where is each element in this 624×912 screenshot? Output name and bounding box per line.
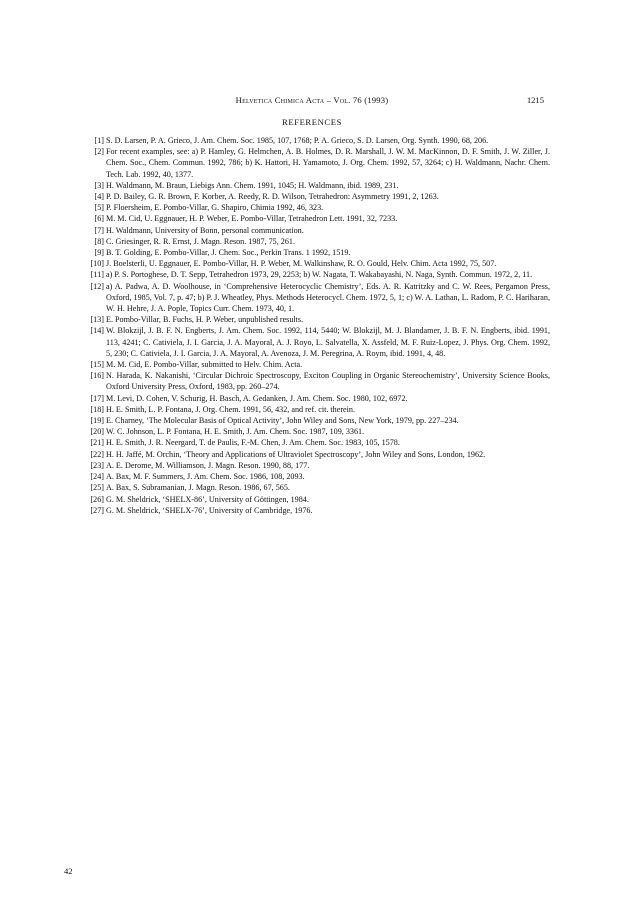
reference-number: [15]: [90, 360, 104, 370]
references-heading: REFERENCES: [282, 117, 342, 127]
reference-item: [86, 225, 550, 236]
reference-number: [2]: [94, 147, 104, 157]
reference-text: H. E. Smith, L. P. Fontana, J. Org. Chem. 1991, 56, 432, and ref. cit. therein.: [106, 404, 355, 414]
reference-item: [86, 269, 550, 280]
reference-item: [86, 236, 550, 247]
reference-number: [11]: [90, 270, 104, 280]
reference-number: [3]: [94, 180, 104, 190]
reference-number: [14]: [90, 326, 104, 336]
reference-text: M. Levi, D. Cohen, V. Schurig, H. Basch, A. Gedanken, J. Am. Chem. Soc. 1980, 102, 6972.: [106, 393, 408, 403]
reference-number: [21]: [90, 438, 104, 448]
reference-text: M. M. Cid, U. Eggnauer, H. P. Weber, E. Pombo-Villar, Tetrahedron Lett. 1991, 32, 7233.: [106, 214, 398, 224]
reference-number: [9]: [94, 248, 104, 258]
reference-item: [86, 258, 550, 269]
reference-text: S. D. Larsen, P. A. Grieco, J. Am. Chem. Soc. 1985, 107, 1768; P. A. Grieco, S. D. Larsen, Org. Synth. 1990, 68, 206.: [106, 136, 489, 145]
reference-text: P. Floersheim, E. Pombo-Villar, G. Shapiro, Chimia 1992, 46, 323.: [106, 203, 324, 213]
reference-text: E. Charney, ‘The Molecular Basis of Optical Activity’, John Wiley and Sons, New York, 1979, pp. 227–234.: [106, 416, 459, 426]
reference-text: W. C. Johnson, L. P. Fontana, H. E. Smith, J. Am. Chem. Soc. 1987, 109, 3361.: [106, 427, 365, 437]
reference-item: [86, 471, 550, 482]
reference-number: [17]: [90, 393, 104, 403]
reference-number: [19]: [90, 416, 104, 426]
page-number: 1215: [526, 95, 544, 105]
reference-text: P. D. Bailey, G. R. Brown, F. Korber, A. Reedy, R. D. Wilson, Tetrahedron: Asymmetry 1991, 2, 1263.: [106, 192, 439, 202]
reference-number: [27]: [90, 505, 104, 515]
reference-number: [13]: [90, 315, 104, 325]
reference-text: E. Pombo-Villar, B. Fuchs, H. P. Weber, unpublished results.: [106, 315, 304, 325]
reference-number: [16]: [90, 371, 104, 381]
reference-number: [6]: [94, 214, 104, 224]
reference-text: B. T. Golding, E. Pombo-Villar, J. Chem. Soc., Perkin Trans. 1 1992, 1519.: [106, 248, 351, 258]
reference-text: M. M. Cid, E. Pombo-Villar, submitted to Helv. Chim. Acta.: [106, 360, 303, 370]
reference-text: a) P. S. Portoghese, D. T. Sepp, Tetrahedron 1973, 29, 2253; b) W. Nagata, T. Wakabayashi, N. Naga, Synth. Commun. 1972, 2, 11.: [106, 270, 533, 280]
reference-number: [12]: [90, 281, 104, 291]
reference-list: [86, 135, 550, 516]
reference-item: [86, 213, 550, 224]
reference-item: [86, 404, 550, 415]
reference-number: [1]: [94, 136, 104, 145]
reference-item: [86, 247, 550, 258]
reference-item: [86, 482, 550, 493]
reference-text: For recent examples, see: a) P. Hamley, G. Helmchen, A. B. Holmes, D. R. Marshall, J. W. M. MacKinnon, D. F. Smith, J. W. Ziller, J. Chem. Soc., Chem. Commun. 1992, 786; b) K. Hattori, H. Yamamoto, J. Org. Chem. 1992, 57, 3264; c) H. Waldmann, Nachr. Chem. Tech. Lab. 1992, 40, 1377.: [106, 147, 550, 179]
reference-text: G. M. Sheldrick, ‘SHELX-76’, University of Cambridge, 1976.: [106, 505, 313, 515]
reference-item: [86, 426, 550, 437]
reference-item: [86, 393, 550, 404]
reference-text: G. M. Sheldrick, ‘SHELX-86’, University of Göttingen, 1984.: [106, 494, 309, 504]
reference-number: [8]: [94, 236, 104, 246]
reference-item: [86, 281, 550, 315]
reference-item: [86, 180, 550, 191]
reference-item: [86, 325, 550, 359]
reference-item: [86, 415, 550, 426]
reference-number: [10]: [90, 259, 104, 269]
reference-text: H. Waldmann, University of Bonn, personal communication.: [106, 225, 304, 235]
reference-text: A. Bax, M. F. Summers, J. Am. Chem. Soc. 1986, 108, 2093.: [106, 472, 305, 482]
reference-item: [86, 460, 550, 471]
reference-item: [86, 449, 550, 460]
reference-text: A. E. Derome, M. Williamson, J. Magn. Reson. 1990, 88, 177.: [106, 460, 310, 470]
reference-number: [26]: [90, 494, 104, 504]
reference-text: a) A. Padwa, A. D. Woolhouse, in ‘Comprehensive Heterocyclic Chemistry’, Eds. A. R. Katritzky and C. W. Rees, Pergamon Press, Oxford, 1985, Vol. 7, p. 47; b) P. J. Wheatley, Phys. Methods Heterocycl. Chem. 1972, 5, 1; c) W. A. Lathan, L. Radom, P. C. Hariharan, W. H. Hehre, J. A. Pople, Topics Curr. Chem. 1973, 40, 1.: [106, 281, 550, 314]
reference-text: J. Boelsterli, U. Eggnauer, E. Pombo-Villar, H. P. Weber, M. Walkinshaw, R. O. Gould, Helv. Chim. Acta 1992, 75, 507.: [106, 259, 497, 269]
reference-item: [86, 505, 550, 516]
reference-text: N. Harada, K. Nakanishi, ‘Circular Dichroic Spectroscopy, Exciton Coupling in Organic Stereochemistry’, University Science Books, Oxford University Press, Oxford, 1983, pp. 260–274.: [106, 371, 550, 392]
reference-number: [25]: [90, 483, 104, 493]
reference-item: [86, 146, 550, 180]
reference-text: C. Griesinger, R. R. Ernst, J. Magn. Reson. 1987, 75, 261.: [106, 236, 296, 246]
running-header: [0, 95, 624, 109]
reference-number: [22]: [90, 449, 104, 459]
reference-number: [23]: [90, 460, 104, 470]
reference-item: [86, 135, 550, 146]
reference-text: H. H. Jaffé, M. Orchin, ‘Theory and Applications of Ultraviolet Spectroscopy’, John Wiley and Sons, London, 1962.: [106, 449, 486, 459]
reference-number: [18]: [90, 404, 104, 414]
reference-number: [4]: [94, 192, 104, 202]
reference-number: [24]: [90, 472, 104, 482]
journal-title: Helvetica Chimica Acta – Vol. 76 (1993): [235, 95, 389, 105]
reference-item: [86, 494, 550, 505]
reference-number: [5]: [94, 203, 104, 213]
reference-item: [86, 370, 550, 392]
reference-item: [86, 314, 550, 325]
reference-item: [86, 437, 550, 448]
reference-item: [86, 191, 550, 202]
reference-item: [86, 202, 550, 213]
reference-number: [20]: [90, 427, 104, 437]
reference-text: H. Waldmann, M. Braun, Liebigs Ann. Chem. 1991, 1045; H. Waldmann, ibid. 1989, 231.: [106, 180, 399, 190]
sheet-number: 42: [64, 866, 73, 876]
reference-text: H. E. Smith, J. R. Neergard, T. de Paulis, F.-M. Chen, J. Am. Chem. Soc. 1983, 105, 1578.: [106, 438, 400, 448]
reference-text: A. Bax, S. Subramanian, J. Magn. Reson. 1986, 67, 565.: [106, 483, 290, 493]
reference-item: [86, 359, 550, 370]
reference-text: W. Blokzijl, J. B. F. N. Engberts, J. Am. Chem. Soc. 1992, 114, 5440; W. Blokzijl, M. J. Blandamer, J. B. F. N. Engberts, ibid. 1991, 113, 4241; C. Cativiela, J. I. Garcia, J. A. Mayoral, A. J. Royo, L. Salvatella, X. Assfeld, M. F. Ruiz-Lopez, J. Phys. Org. Chem. 1992, 5, 230; C. Cativiela, J. I. Garcia, J. A. Mayoral, A. Avenoza, J. M. Peregrina, A. Roym, ibid. 1991, 4, 48.: [106, 326, 550, 358]
reference-number: [7]: [94, 225, 104, 235]
